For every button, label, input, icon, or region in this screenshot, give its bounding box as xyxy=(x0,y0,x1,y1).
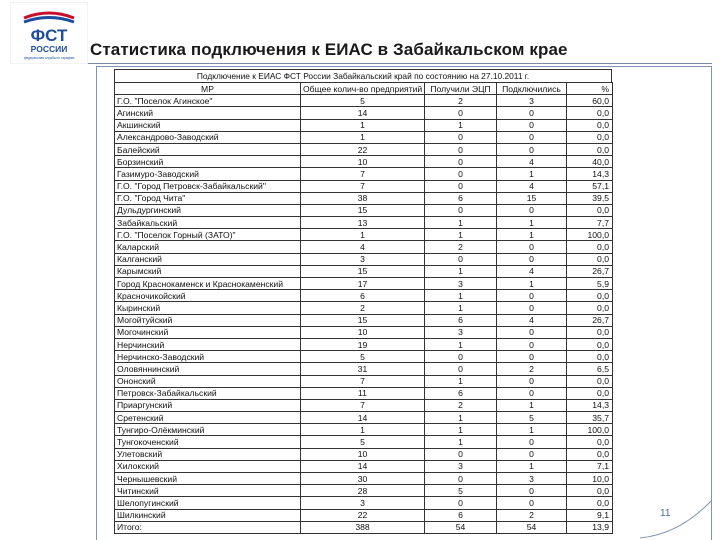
cell-connected: 0 xyxy=(497,375,567,387)
cell-mr: Приаргунский xyxy=(115,399,301,411)
cell-ecp: 6 xyxy=(425,387,497,399)
cell-percent: 0,0 xyxy=(567,302,613,314)
cell-mr: Г.О. "Город Петровск-Забайкальский" xyxy=(115,180,301,192)
table-row xyxy=(115,338,613,350)
cell-percent: 0,0 xyxy=(567,107,613,119)
cell-mr: Чернышевский xyxy=(115,473,301,485)
cell-ecp: 6 xyxy=(425,192,497,204)
title-divider xyxy=(88,63,712,64)
cell-mr: Карымский xyxy=(115,265,301,277)
cell-connected: 0 xyxy=(497,485,567,497)
cell-total: 2 xyxy=(301,302,425,314)
cell-ecp: 6 xyxy=(425,314,497,326)
cell-mr: Кыринский xyxy=(115,302,301,314)
cell-total: 7 xyxy=(301,399,425,411)
cell-total: 15 xyxy=(301,204,425,216)
cell-ecp: 1 xyxy=(425,412,497,424)
table-row xyxy=(115,375,613,387)
cell-connected: 0 xyxy=(497,241,567,253)
cell-percent: 14,3 xyxy=(567,399,613,411)
cell-connected: 1 xyxy=(497,217,567,229)
cell-percent: 100,0 xyxy=(567,229,613,241)
cell-total: 388 xyxy=(301,521,425,533)
cell-connected: 1 xyxy=(497,460,567,472)
table-row xyxy=(115,314,613,326)
cell-mr: Борзинский xyxy=(115,156,301,168)
cell-mr: Петровск-Забайкальский xyxy=(115,387,301,399)
cell-connected: 2 xyxy=(497,363,567,375)
cell-percent: 6,5 xyxy=(567,363,613,375)
cell-total: 28 xyxy=(301,485,425,497)
cell-total: 3 xyxy=(301,253,425,265)
cell-connected: 4 xyxy=(497,265,567,277)
cell-total: 30 xyxy=(301,473,425,485)
cell-connected: 4 xyxy=(497,314,567,326)
cell-total: 4 xyxy=(301,241,425,253)
cell-percent: 0,0 xyxy=(567,290,613,302)
cell-mr: Тунгиро-Олёкминский xyxy=(115,424,301,436)
cell-percent: 39,5 xyxy=(567,192,613,204)
cell-total: 10 xyxy=(301,448,425,460)
table-row xyxy=(115,448,613,460)
cell-percent: 0,0 xyxy=(567,204,613,216)
cell-ecp: 1 xyxy=(425,217,497,229)
table-row xyxy=(115,180,613,192)
cell-ecp: 3 xyxy=(425,460,497,472)
cell-connected: 1 xyxy=(497,278,567,290)
cell-ecp: 2 xyxy=(425,241,497,253)
fst-logo xyxy=(10,2,88,64)
cell-percent: 0,0 xyxy=(567,131,613,143)
cell-total: 17 xyxy=(301,278,425,290)
cell-percent: 0,0 xyxy=(567,253,613,265)
cell-percent: 0,0 xyxy=(567,448,613,460)
header-cell-total: Общее колич-во предприятий xyxy=(301,83,425,95)
cell-connected: 1 xyxy=(497,229,567,241)
cell-total: 22 xyxy=(301,509,425,521)
table-row xyxy=(115,131,613,143)
cell-mr: Шилкинский xyxy=(115,509,301,521)
cell-percent: 0,0 xyxy=(567,436,613,448)
cell-ecp: 0 xyxy=(425,204,497,216)
cell-ecp: 1 xyxy=(425,229,497,241)
table-row xyxy=(115,241,613,253)
table-row xyxy=(115,204,613,216)
table-row xyxy=(115,143,613,155)
cell-ecp: 1 xyxy=(425,119,497,131)
cell-connected: 5 xyxy=(497,412,567,424)
cell-ecp: 0 xyxy=(425,180,497,192)
cell-percent: 10,0 xyxy=(567,473,613,485)
cell-mr: Балейский xyxy=(115,143,301,155)
cell-total: 13 xyxy=(301,217,425,229)
cell-total: 11 xyxy=(301,387,425,399)
table-row xyxy=(115,95,613,107)
cell-total: 14 xyxy=(301,460,425,472)
cell-connected: 0 xyxy=(497,119,567,131)
cell-mr: Могочинский xyxy=(115,326,301,338)
table-row xyxy=(115,424,613,436)
table-row xyxy=(115,192,613,204)
cell-mr: Итого: xyxy=(115,521,301,533)
table-row xyxy=(115,278,613,290)
table-row xyxy=(115,412,613,424)
cell-total: 7 xyxy=(301,168,425,180)
cell-mr: Акшинский xyxy=(115,119,301,131)
cell-ecp: 1 xyxy=(425,424,497,436)
cell-mr: Г.О. "Поселок Горный (ЗАТО)" xyxy=(115,229,301,241)
page-number: 11 xyxy=(660,508,671,519)
cell-ecp: 1 xyxy=(425,265,497,277)
cell-ecp: 0 xyxy=(425,497,497,509)
cell-total: 14 xyxy=(301,107,425,119)
header-cell-connected: Подключились xyxy=(497,83,567,95)
table-total-row xyxy=(115,521,613,533)
table-row xyxy=(115,436,613,448)
cell-connected: 0 xyxy=(497,338,567,350)
cell-ecp: 2 xyxy=(425,95,497,107)
cell-total: 22 xyxy=(301,143,425,155)
table-row xyxy=(115,399,613,411)
cell-connected: 15 xyxy=(497,192,567,204)
cell-percent: 0,0 xyxy=(567,338,613,350)
cell-connected: 0 xyxy=(497,326,567,338)
logo-text-main: ФСТ xyxy=(30,26,68,45)
cell-ecp: 0 xyxy=(425,156,497,168)
table-row xyxy=(115,107,613,119)
table-row xyxy=(115,473,613,485)
table-row xyxy=(115,509,613,521)
cell-total: 1 xyxy=(301,119,425,131)
cell-connected: 0 xyxy=(497,290,567,302)
table-row xyxy=(115,326,613,338)
cell-ecp: 54 xyxy=(425,521,497,533)
cell-percent: 26,7 xyxy=(567,314,613,326)
cell-mr: Шелопугинский xyxy=(115,497,301,509)
table-row xyxy=(115,265,613,277)
cell-ecp: 3 xyxy=(425,278,497,290)
cell-total: 1 xyxy=(301,424,425,436)
table-row xyxy=(115,497,613,509)
cell-percent: 26,7 xyxy=(567,265,613,277)
cell-connected: 1 xyxy=(497,168,567,180)
cell-percent: 0,0 xyxy=(567,143,613,155)
cell-mr: Сретенский xyxy=(115,412,301,424)
cell-ecp: 0 xyxy=(425,107,497,119)
cell-percent: 7,1 xyxy=(567,460,613,472)
table-row xyxy=(115,253,613,265)
cell-connected: 3 xyxy=(497,473,567,485)
cell-mr: Улетовский xyxy=(115,448,301,460)
cell-total: 38 xyxy=(301,192,425,204)
cell-ecp: 1 xyxy=(425,290,497,302)
table-row xyxy=(115,351,613,363)
cell-mr: Тунгокоченский xyxy=(115,436,301,448)
statistics-table-wrapper xyxy=(114,69,612,534)
cell-ecp: 0 xyxy=(425,351,497,363)
table-caption: Подключение к ЕИАС ФСТ России Забайкальский край по состоянию на 27.10.2011 г. xyxy=(114,69,612,82)
cell-mr: Каларский xyxy=(115,241,301,253)
cell-ecp: 1 xyxy=(425,338,497,350)
table-row xyxy=(115,217,613,229)
cell-connected: 0 xyxy=(497,253,567,265)
cell-connected: 54 xyxy=(497,521,567,533)
cell-ecp: 3 xyxy=(425,326,497,338)
cell-total: 15 xyxy=(301,265,425,277)
cell-percent: 5,9 xyxy=(567,278,613,290)
cell-ecp: 1 xyxy=(425,436,497,448)
cell-mr: Могойтуйский xyxy=(115,314,301,326)
cell-mr: Агинский xyxy=(115,107,301,119)
cell-ecp: 0 xyxy=(425,363,497,375)
cell-percent: 0,0 xyxy=(567,497,613,509)
cell-total: 3 xyxy=(301,497,425,509)
cell-mr: Г.О. "Город Чита" xyxy=(115,192,301,204)
cell-total: 1 xyxy=(301,131,425,143)
cell-mr: Хилокский xyxy=(115,460,301,472)
cell-mr: Город Краснокаменск и Краснокаменский xyxy=(115,278,301,290)
cell-ecp: 0 xyxy=(425,253,497,265)
header-cell-mr: МР xyxy=(115,83,301,95)
cell-mr: Нерчинский xyxy=(115,338,301,350)
table-row xyxy=(115,156,613,168)
cell-ecp: 6 xyxy=(425,509,497,521)
cell-total: 5 xyxy=(301,95,425,107)
cell-mr: Г.О. "Поселок Агинское" xyxy=(115,95,301,107)
cell-connected: 4 xyxy=(497,156,567,168)
cell-mr: Дульдургинский xyxy=(115,204,301,216)
cell-connected: 4 xyxy=(497,180,567,192)
cell-connected: 0 xyxy=(497,131,567,143)
table-row xyxy=(115,229,613,241)
cell-mr: Забайкальский xyxy=(115,217,301,229)
table-row xyxy=(115,363,613,375)
cell-total: 10 xyxy=(301,156,425,168)
cell-mr: Читинский xyxy=(115,485,301,497)
table-row xyxy=(115,168,613,180)
cell-connected: 0 xyxy=(497,497,567,509)
cell-mr: Газимуро-Заводский xyxy=(115,168,301,180)
cell-total: 7 xyxy=(301,375,425,387)
cell-connected: 1 xyxy=(497,424,567,436)
cell-percent: 35,7 xyxy=(567,412,613,424)
cell-connected: 0 xyxy=(497,204,567,216)
cell-ecp: 0 xyxy=(425,448,497,460)
cell-connected: 1 xyxy=(497,399,567,411)
cell-percent: 0,0 xyxy=(567,351,613,363)
cell-percent: 57,1 xyxy=(567,180,613,192)
cell-percent: 14,3 xyxy=(567,168,613,180)
cell-connected: 0 xyxy=(497,302,567,314)
cell-connected: 0 xyxy=(497,143,567,155)
cell-total: 5 xyxy=(301,351,425,363)
cell-connected: 2 xyxy=(497,509,567,521)
cell-connected: 0 xyxy=(497,436,567,448)
header-cell-ecp: Получили ЭЦП xyxy=(425,83,497,95)
cell-total: 31 xyxy=(301,363,425,375)
cell-connected: 0 xyxy=(497,387,567,399)
cell-percent: 60,0 xyxy=(567,95,613,107)
table-header-row xyxy=(115,83,613,95)
cell-ecp: 0 xyxy=(425,143,497,155)
cell-mr: Ононский xyxy=(115,375,301,387)
cell-ecp: 1 xyxy=(425,375,497,387)
cell-percent: 100,0 xyxy=(567,424,613,436)
cell-ecp: 5 xyxy=(425,485,497,497)
slide-title: Статистика подключения к ЕИАС в Забайкальском крае xyxy=(90,40,568,59)
cell-ecp: 0 xyxy=(425,168,497,180)
table-row xyxy=(115,460,613,472)
cell-connected: 3 xyxy=(497,95,567,107)
cell-percent: 0,0 xyxy=(567,485,613,497)
cell-connected: 0 xyxy=(497,448,567,460)
cell-total: 19 xyxy=(301,338,425,350)
cell-ecp: 0 xyxy=(425,473,497,485)
table-row xyxy=(115,485,613,497)
connection-statistics-table xyxy=(114,82,613,534)
cell-mr: Оловяннинский xyxy=(115,363,301,375)
cell-connected: 0 xyxy=(497,107,567,119)
cell-total: 10 xyxy=(301,326,425,338)
cell-percent: 9,1 xyxy=(567,509,613,521)
logo-text-sub: РОССИИ xyxy=(30,44,68,54)
logo-tagline: федеральная служба по тарифам xyxy=(23,56,75,60)
cell-percent: 0,0 xyxy=(567,387,613,399)
cell-percent: 0,0 xyxy=(567,326,613,338)
cell-percent: 0,0 xyxy=(567,119,613,131)
table-row xyxy=(115,119,613,131)
cell-percent: 0,0 xyxy=(567,241,613,253)
decorative-curve xyxy=(640,500,712,540)
cell-total: 5 xyxy=(301,436,425,448)
cell-connected: 0 xyxy=(497,351,567,363)
table-row xyxy=(115,290,613,302)
cell-total: 1 xyxy=(301,229,425,241)
cell-percent: 40,0 xyxy=(567,156,613,168)
cell-mr: Александрово-Заводский xyxy=(115,131,301,143)
table-row xyxy=(115,302,613,314)
table-row xyxy=(115,387,613,399)
cell-total: 14 xyxy=(301,412,425,424)
cell-mr: Калганский xyxy=(115,253,301,265)
cell-total: 6 xyxy=(301,290,425,302)
header-cell-percent: % xyxy=(567,83,613,95)
cell-percent: 7,7 xyxy=(567,217,613,229)
cell-ecp: 2 xyxy=(425,399,497,411)
cell-percent: 0,0 xyxy=(567,375,613,387)
cell-ecp: 0 xyxy=(425,131,497,143)
cell-ecp: 1 xyxy=(425,302,497,314)
cell-total: 15 xyxy=(301,314,425,326)
cell-total: 7 xyxy=(301,180,425,192)
cell-mr: Нерчинско-Заводский xyxy=(115,351,301,363)
cell-mr: Красночикойский xyxy=(115,290,301,302)
cell-percent: 13,9 xyxy=(567,521,613,533)
